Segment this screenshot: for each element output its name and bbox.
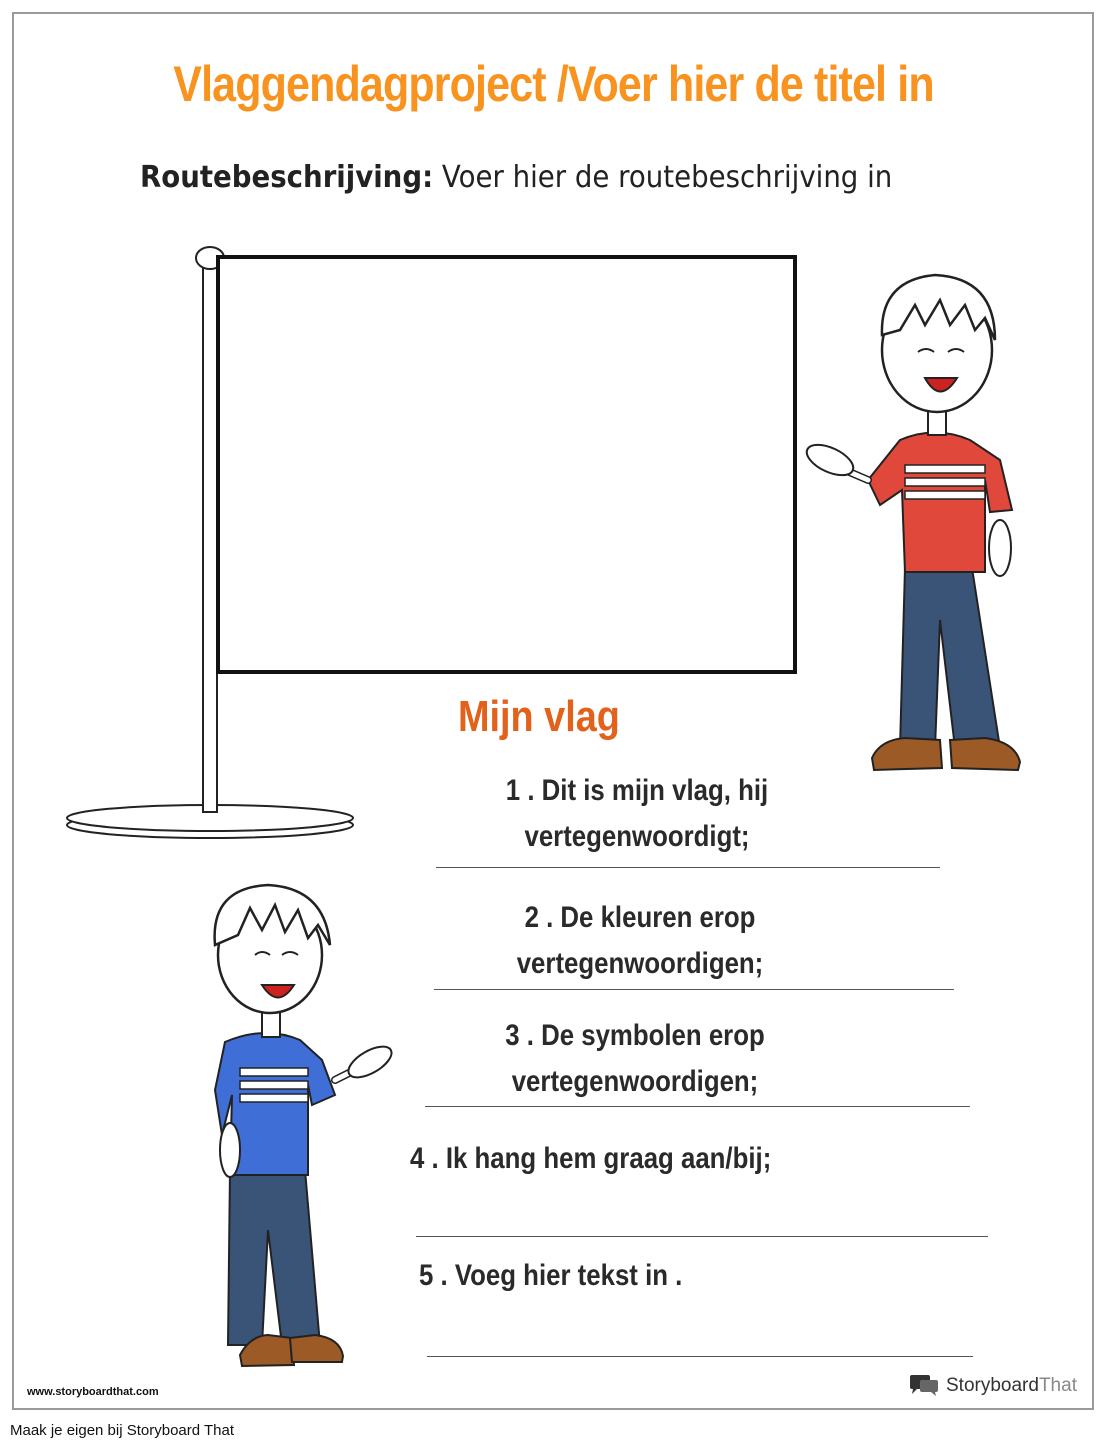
logo-text-storyboard: Storyboard [946, 1375, 1039, 1396]
prompt-3 [480, 1013, 790, 1105]
boy-blue-shirt-illustration [215, 885, 397, 1366]
answer-line-1[interactable] [436, 867, 940, 868]
flag-drawing-area [218, 257, 795, 672]
prompt-1-line2: vertegenwoordigt; [524, 820, 750, 853]
prompt-2-line2: vertegenwoordigen; [516, 947, 764, 980]
storyboardthat-logo [908, 1374, 1077, 1398]
prompt-4-line1: 4 . Ik hang hem graag aan/bij; [410, 1142, 772, 1175]
prompt-1 [482, 768, 792, 860]
speech-bubble-icon [908, 1374, 940, 1398]
worksheet-title: Vlaggendagproject /Voer hier de titel in [173, 56, 934, 112]
prompt-5 [419, 1253, 682, 1299]
directions-text: Voer hier de routebeschrijving in [441, 160, 893, 195]
prompt-1-line1: 1 . Dit is mijn vlag, hij [505, 774, 769, 807]
directions-label: Routebeschrijving: [140, 160, 434, 195]
prompt-5-line1: 5 . Voeg hier tekst in . [419, 1259, 683, 1292]
prompt-2-line1: 2 . De kleuren erop [524, 901, 756, 934]
answer-line-5[interactable] [427, 1356, 973, 1357]
answer-line-2[interactable] [434, 989, 954, 990]
answer-line-3[interactable] [425, 1106, 970, 1107]
prompt-3-line2: vertegenwoordigen; [511, 1065, 759, 1098]
prompt-3-line1: 3 . De symbolen erop [505, 1019, 765, 1052]
section-heading: Mijn vlag [458, 692, 620, 741]
boy-red-shirt-illustration [802, 275, 1020, 770]
answer-line-4[interactable] [416, 1236, 988, 1237]
prompt-2 [485, 895, 795, 987]
logo-text-that: That [1038, 1375, 1077, 1396]
footer-note: Maak je eigen bij Storyboard That [10, 1422, 235, 1439]
prompt-4 [410, 1136, 771, 1182]
website-url: www.storyboardthat.com [27, 1386, 159, 1398]
